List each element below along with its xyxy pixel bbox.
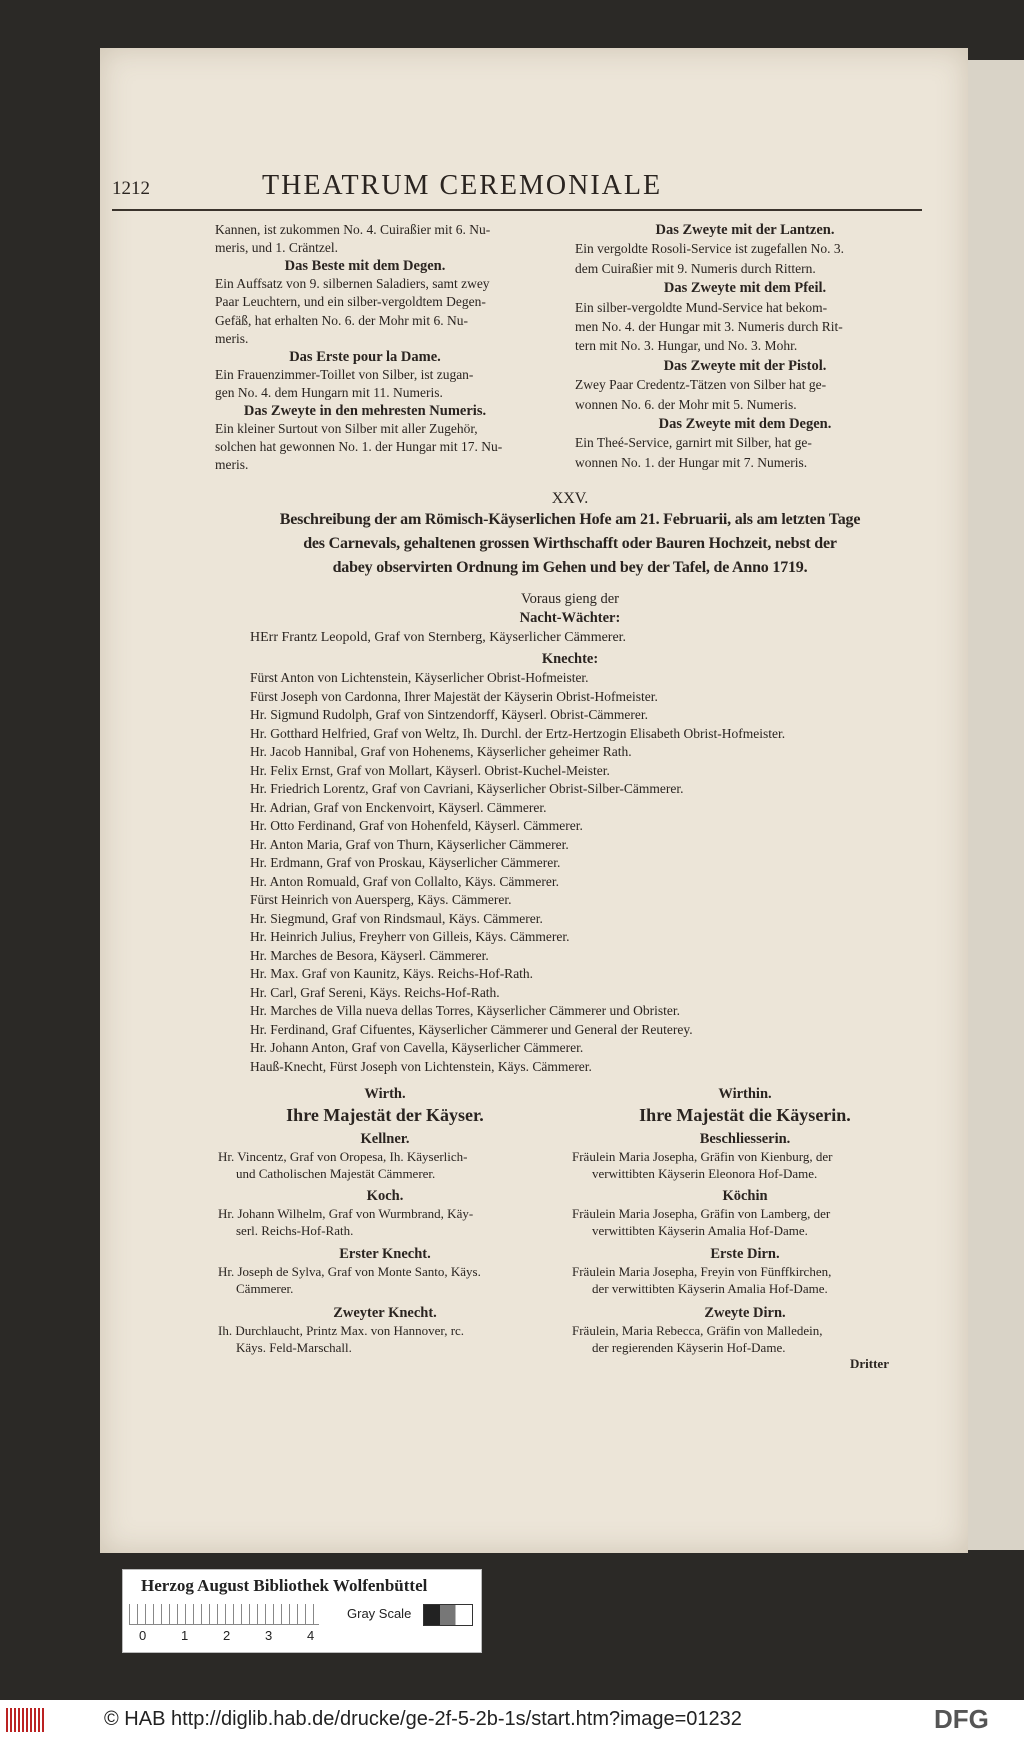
role-entry: Käys. Feld-Marschall. xyxy=(236,1340,352,1355)
barcode-logo xyxy=(6,1708,46,1732)
text-line: wonnen No. 1. der Hungar mit 7. Numeris. xyxy=(575,454,808,470)
text-line: Ein vergoldte Rosoli-Service ist zugefallen No. 3. xyxy=(575,241,844,257)
watch-entry: HErr Frantz Leopold, Graf von Sternberg, Käyserlicher Cämmerer. xyxy=(250,630,627,645)
host-name: Ihre Majestät der Käyser. xyxy=(286,1105,484,1125)
text-line: solchen hat gewonnen No. 1. der Hungar mit 17. Nu- xyxy=(215,439,503,455)
text-line: dem Cuiraßier mit 9. Numeris durch Rittern. xyxy=(575,260,816,276)
library-name: Herzog August Bibliothek Wolfenbüttel xyxy=(141,1576,428,1595)
prize-heading: Das Beste mit dem Degen. xyxy=(284,258,446,275)
role-entry: der regierenden Käyserin Hof-Dame. xyxy=(592,1340,786,1355)
host-title: Wirth. xyxy=(364,1086,406,1102)
servant-entry: Hr. Carl, Graf Sereni, Käys. Reichs-Hof-Rath. xyxy=(250,984,500,1000)
servant-entry: Hr. Otto Ferdinand, Graf von Hohenfeld, Käyserl. Cämmerer. xyxy=(250,818,583,833)
role-entry: serl. Reichs-Hof-Rath. xyxy=(236,1223,354,1238)
servant-entry: Fürst Anton von Lichtenstein, Käyserlicher Obrist-Hofmeister. xyxy=(250,670,589,685)
role-entry: Fräulein, Maria Rebecca, Gräfin von Malledein, xyxy=(572,1323,823,1338)
role-entry: Fräulein Maria Josepha, Gräfin von Lamberg, der xyxy=(572,1206,831,1221)
ruler-tick-label: 0 xyxy=(139,1628,147,1643)
section-heading: Beschreibung der am Römisch-Käyserlichen Hofe am 21. Februarii, als am letzten Tage xyxy=(279,511,861,528)
hostess-name: Ihre Majestät die Käyserin. xyxy=(639,1105,851,1125)
text-line: meris, und 1. Cräntzel. xyxy=(215,240,338,256)
header-rule xyxy=(112,209,922,211)
text-line: Ein Frauenzimmer-Toillet von Silber, ist zugan- xyxy=(215,366,474,382)
text-line: Zwey Paar Credentz-Tätzen von Silber hat ge- xyxy=(575,377,827,393)
text-line: meris. xyxy=(215,330,249,346)
footer-text: © HAB http://diglib.hab.de/drucke/ge-2f-5-2b-1s/start.htm?image=01232 xyxy=(104,1708,742,1730)
text-line: tern mit No. 3. Hungar, und No. 3. Mohr. xyxy=(575,338,798,354)
servant-entry: Hr. Marches de Besora, Käyserl. Cämmerer. xyxy=(250,947,489,963)
role-entry: Hr. Johann Wilhelm, Graf von Wurmbrand, Käy- xyxy=(218,1206,474,1221)
text-line: Paar Leuchtern, und ein silber-vergoldtem Degen- xyxy=(215,294,486,310)
role-title: Köchin xyxy=(722,1188,768,1204)
role-entry: verwittibten Käyserin Amalia Hof-Dame. xyxy=(592,1223,808,1238)
watch-title: Nacht-Wächter: xyxy=(519,610,621,626)
next-page-edge xyxy=(968,60,1024,1550)
role-title: Erste Dirn. xyxy=(710,1246,780,1262)
servant-entry: Hr. Max. Graf von Kaunitz, Käys. Reichs-Hof-Rath. xyxy=(250,966,534,981)
text-line: Ein silber-vergoldte Mund-Service hat bekom- xyxy=(575,299,828,315)
role-title: Zweyter Knecht. xyxy=(333,1305,437,1321)
prize-heading: Das Erste pour la Dame. xyxy=(289,348,441,365)
role-entry: Hr. Vincentz, Graf von Oropesa, Ih. Käyserlich- xyxy=(218,1149,468,1164)
servant-entry: Hr. Ferdinand, Graf Cifuentes, Käyserlicher Cämmerer und General der Reuterey. xyxy=(250,1021,693,1037)
role-title: Koch. xyxy=(366,1188,404,1204)
text-line: Gefäß, hat erhalten No. 6. der Mohr mit 6. Nu- xyxy=(215,312,469,328)
role-title: Erster Knecht. xyxy=(339,1246,431,1262)
page-number: 1212 xyxy=(112,178,150,199)
footer-bar xyxy=(0,1700,1024,1739)
ruler-tick-label: 3 xyxy=(265,1628,273,1643)
text-line: Ein Auffsatz von 9. silbernen Saladiers, samt zwey xyxy=(215,276,490,292)
ruler-tick-label: 1 xyxy=(181,1628,189,1643)
ruler-tick-label: 2 xyxy=(223,1628,231,1643)
section-heading: des Carnevals, gehaltenen grossen Wirthschafft oder Bauren Hochzeit, nebst der xyxy=(303,535,837,552)
running-title: THEATRUM CEREMONIALE xyxy=(262,170,663,201)
role-entry: Ih. Durchlaucht, Printz Max. von Hannover, rc. xyxy=(218,1323,465,1338)
hostess-title: Wirthin. xyxy=(718,1086,772,1102)
role-entry: und Catholischen Majestät Cämmerer. xyxy=(236,1166,436,1181)
text-line: wonnen No. 6. der Mohr mit 5. Numeris. xyxy=(575,396,797,412)
servants-title: Knechte: xyxy=(541,651,599,667)
section-number: XXV. xyxy=(551,490,589,507)
color-scale-card xyxy=(122,1569,482,1653)
text-line: Ein kleiner Surtout von Silber mit aller Zugehör, xyxy=(215,421,478,437)
servant-entry: Hr. Anton Romuald, Graf von Collalto, Käys. Cämmerer. xyxy=(250,873,559,889)
text-line: Ein Theé-Service, garnirt mit Silber, hat ge- xyxy=(575,435,812,451)
servant-entry: Hr. Anton Maria, Graf von Thurn, Käyserlicher Cämmerer. xyxy=(250,836,569,852)
servant-entry: Hr. Felix Ernst, Graf von Mollart, Käyserl. Obrist-Kuchel-Meister. xyxy=(250,762,610,778)
role-entry: verwittibten Käyserin Eleonora Hof-Dame. xyxy=(592,1166,818,1181)
servant-entry: Hr. Jacob Hannibal, Graf von Hohenems, Käyserlicher geheimer Rath. xyxy=(250,744,632,759)
servant-entry: Hr. Siegmund, Graf von Rindsmaul, Käys. Cämmerer. xyxy=(250,910,543,926)
text-line: Kannen, ist zukommen No. 4. Cuiraßier mit 6. Nu- xyxy=(215,222,491,237)
prize-heading: Das Zweyte mit der Lantzen. xyxy=(655,222,835,238)
role-entry: Hr. Joseph de Sylva, Graf von Monte Santo, Käys. xyxy=(218,1264,481,1279)
servant-entry: Hr. Friedrich Lorentz, Graf von Cavriani, Käyserlicher Obrist-Silber-Cämmerer. xyxy=(250,781,684,796)
text-line: gen No. 4. dem Hungarn mit 11. Numeris. xyxy=(215,384,443,400)
role-entry: Cämmerer. xyxy=(236,1281,294,1296)
prize-heading: Das Zweyte in den mehresten Numeris. xyxy=(243,403,487,419)
servant-entry: Fürst Heinrich von Auersperg, Käys. Cämmerer. xyxy=(250,892,512,907)
servant-entry: Hr. Heinrich Julius, Freyherr von Gilleis, Käys. Cämmerer. xyxy=(250,929,570,944)
servant-entry: Hr. Gotthard Helfried, Graf von Weltz, Ih. Durchl. der Ertz-Hertzogin Elisabeth Obrist-Hofmeister. xyxy=(250,725,786,741)
ruler-tick-label: 4 xyxy=(307,1628,315,1643)
servant-entry: Hr. Marches de Villa nueva dellas Torres, Käyserlicher Cämmerer und Obrister. xyxy=(250,1003,680,1018)
section-heading: dabey observirten Ordnung im Gehen und bey der Tafel, de Anno 1719. xyxy=(332,559,808,576)
role-entry: der verwittibten Käyserin Amalia Hof-Dame. xyxy=(592,1281,828,1296)
catchword: Dritter xyxy=(850,1356,889,1371)
servant-entry: Hr. Erdmann, Graf von Proskau, Käyserlicher Cämmerer. xyxy=(250,855,561,870)
role-title: Kellner. xyxy=(360,1131,410,1147)
text-line: meris. xyxy=(215,457,249,473)
servant-entry: Fürst Joseph von Cardonna, Ihrer Majestät der Käyserin Obrist-Hofmeister. xyxy=(250,688,658,704)
intro-line: Voraus gieng der xyxy=(521,591,619,607)
ruler xyxy=(129,1604,319,1625)
role-entry: Fräulein Maria Josepha, Gräfin von Kienburg, der xyxy=(572,1149,833,1164)
gray-scale-label: Gray Scale xyxy=(347,1606,412,1621)
prize-heading: Das Zweyte mit dem Pfeil. xyxy=(663,280,827,297)
servant-entry: Hr. Adrian, Graf von Enckenvoirt, Käyserl. Cämmerer. xyxy=(250,799,547,815)
dfg-logo: DFG xyxy=(934,1704,989,1734)
role-entry: Fräulein Maria Josepha, Freyin von Fünffkirchen, xyxy=(572,1264,832,1279)
servant-entry: Hauß-Knecht, Fürst Joseph von Lichtenstein, Käys. Cämmerer. xyxy=(250,1058,592,1074)
servant-entry: Hr. Johann Anton, Graf von Cavella, Käyserlicher Cämmerer. xyxy=(250,1040,584,1055)
role-title: Beschliesserin. xyxy=(699,1131,791,1147)
gray-scale-swatch xyxy=(423,1604,473,1626)
role-title: Zweyte Dirn. xyxy=(704,1305,786,1321)
prize-heading: Das Zweyte mit der Pistol. xyxy=(663,357,827,374)
text-line: men No. 4. der Hungar mit 3. Numeris durch Rit- xyxy=(575,319,843,334)
prize-heading: Das Zweyte mit dem Degen. xyxy=(658,416,832,432)
servant-entry: Hr. Sigmund Rudolph, Graf von Sintzendorff, Käyserl. Obrist-Cämmerer. xyxy=(250,707,648,722)
